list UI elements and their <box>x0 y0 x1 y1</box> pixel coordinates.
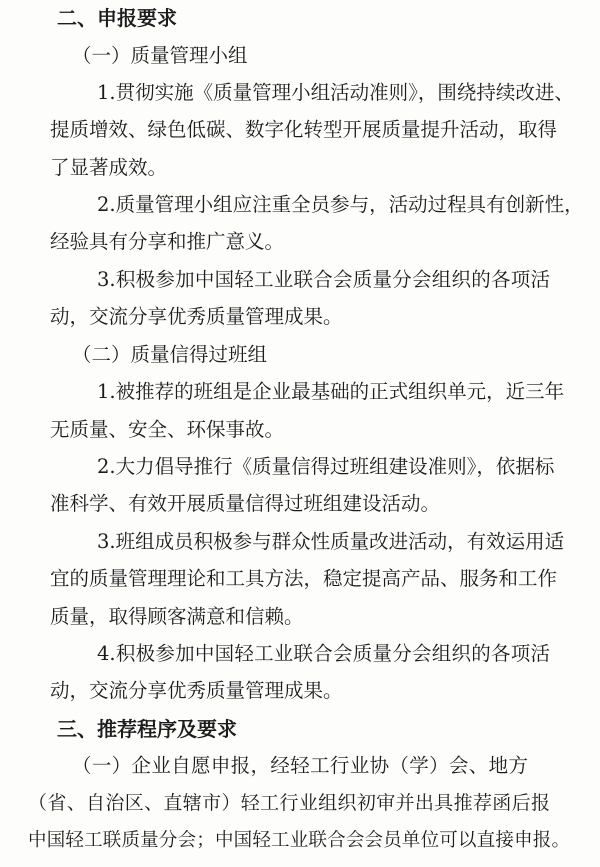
paragraph-line: （一）企业自愿申报，经轻工行业协（学）会、地方 <box>72 754 528 777</box>
paragraph-line: 质量，取得顾客满意和信赖。 <box>50 605 304 628</box>
paragraph-line: 3.积极参加中国轻工业联合会质量分会组织的各项活 <box>97 268 550 291</box>
paragraph-line: 1.被推荐的班组是企业最基础的正式组织单元，近三年 <box>97 380 565 403</box>
paragraph-line: 宜的质量管理理论和工具方法，稳定提高产品、服务和工作 <box>50 567 558 590</box>
paragraph-line: 2.质量管理小组应注重全员参与，活动过程具有创新性， <box>97 193 584 216</box>
paragraph-line: 动，交流分享优秀质量管理成果。 <box>50 305 343 328</box>
paragraph-line: 经验具有分享和推广意义。 <box>50 230 285 253</box>
paragraph-line: 动，交流分享优秀质量管理成果。 <box>50 679 343 702</box>
paragraph-line: 1.贯彻实施《质量管理小组活动准则》，围绕持续改进、 <box>97 81 574 104</box>
subsection-heading-qc-group: （一）质量管理小组 <box>72 44 248 67</box>
paragraph-line: 提质增效、绿色低碳、数字化转型开展质量提升活动，取得 <box>50 118 558 141</box>
subsection-heading-trusted-team: （二）质量信得过班组 <box>72 343 268 366</box>
paragraph-line: 准科学、有效开展质量信得过班组建设活动。 <box>50 492 441 515</box>
paragraph-line: 3.班组成员积极参与群众性质量改进活动，有效运用适 <box>97 530 565 553</box>
paragraph-line: 无质量、安全、环保事故。 <box>50 418 285 441</box>
paragraph-line: 中国轻工联质量分会；中国轻工业联合会会员单位可以直接申报。 <box>28 830 570 851</box>
paragraph-line: 4.积极参加中国轻工业联合会质量分会组织的各项活 <box>97 642 550 665</box>
paragraph-line: 2.大力倡导推行《质量信得过班组建设准则》，依据标 <box>97 455 555 478</box>
section-heading-2: 二、申报要求 <box>57 6 177 30</box>
paragraph-line: （省、自治区、直辖市）轻工行业组织初审并出具推荐函后报 <box>28 792 550 814</box>
section-heading-3: 三、推荐程序及要求 <box>57 717 237 741</box>
paragraph-line: 了显著成效。 <box>50 156 168 179</box>
